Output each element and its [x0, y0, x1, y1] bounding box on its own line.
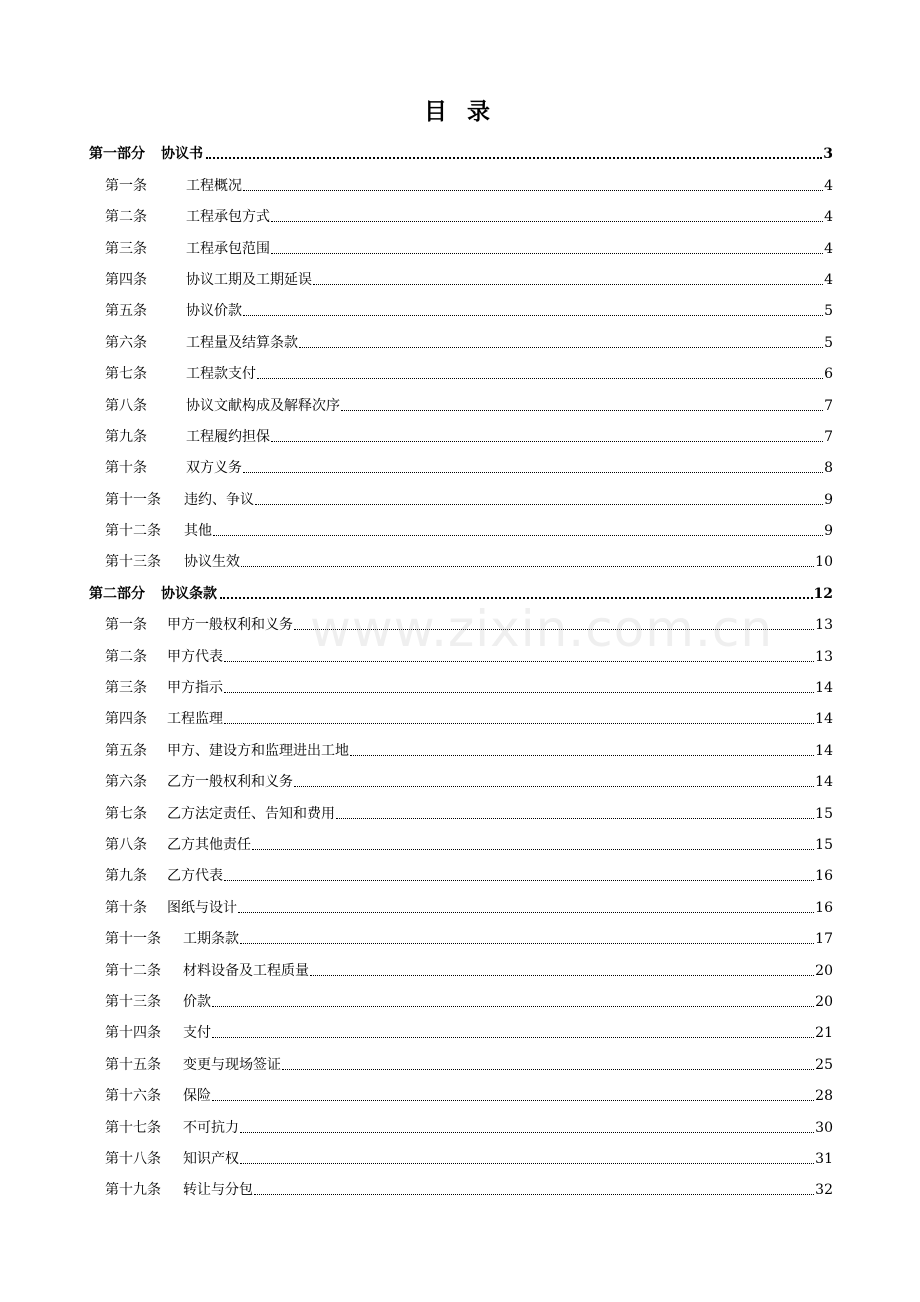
toc-entry[interactable] — [89, 477, 833, 508]
dot-leader — [310, 974, 814, 976]
toc-page-number: 17 — [815, 931, 833, 948]
toc-entry-label: 支付 — [183, 1025, 211, 1042]
toc-entry-label: 工程量及结算条款 — [186, 334, 298, 351]
dot-leader — [257, 377, 823, 379]
toc-page-number: 31 — [815, 1150, 833, 1167]
toc-entry-label: 工程承包范围 — [186, 240, 270, 257]
toc-page-number: 20 — [815, 962, 833, 979]
toc-entry[interactable] — [89, 446, 833, 477]
toc-page-number: 6 — [824, 366, 833, 383]
toc-entry-number: 第十一条 — [105, 491, 161, 508]
toc-entry[interactable] — [89, 728, 833, 759]
toc-entry-number: 第七条 — [105, 805, 147, 822]
toc-entry[interactable] — [89, 195, 833, 226]
dot-leader — [299, 346, 823, 348]
toc-page-number: 7 — [824, 397, 833, 414]
dot-leader — [241, 565, 814, 567]
dot-leader — [313, 283, 823, 285]
dot-leader — [294, 785, 814, 787]
toc-entry[interactable] — [89, 1105, 833, 1136]
toc-page-number: 13 — [815, 648, 833, 665]
toc-page-number: 3 — [823, 146, 833, 163]
toc-entry-number: 第一条 — [105, 617, 147, 634]
dot-leader — [336, 817, 814, 819]
toc-entry-label: 协议生效 — [184, 554, 240, 571]
toc-entry-number: 第六条 — [105, 334, 147, 351]
toc-entry-label: 其他 — [184, 523, 212, 540]
toc-entry-number: 第五条 — [105, 742, 147, 759]
toc-entry[interactable] — [89, 791, 833, 822]
toc-entry-label: 不可抗力 — [183, 1119, 239, 1136]
toc-entry-number: 第一部分 — [89, 146, 145, 163]
toc-entry-number: 第十八条 — [105, 1150, 161, 1167]
toc-page-number: 4 — [824, 209, 833, 226]
toc-page-number: 15 — [815, 805, 833, 822]
toc-entry-number: 第十七条 — [105, 1119, 161, 1136]
toc-entry[interactable] — [89, 1011, 833, 1042]
toc-entry-label: 工期条款 — [183, 931, 239, 948]
dot-leader — [212, 1036, 814, 1038]
toc-entry-number: 第七条 — [105, 366, 147, 383]
toc-entry[interactable] — [89, 415, 833, 446]
toc-entry[interactable] — [89, 163, 833, 194]
toc-page-number: 14 — [815, 774, 833, 791]
dot-leader — [243, 471, 823, 473]
toc-entry-label: 乙方一般权利和义务 — [167, 774, 293, 791]
toc-page-number: 4 — [824, 271, 833, 288]
toc-entry-number: 第九条 — [105, 428, 147, 445]
toc-entry-number: 第十二条 — [105, 962, 161, 979]
toc-entry-label: 保险 — [183, 1088, 211, 1105]
toc-entry-label: 图纸与设计 — [167, 899, 237, 916]
toc-page-number: 21 — [815, 1025, 833, 1042]
dot-leader — [224, 722, 814, 724]
toc-entry[interactable] — [89, 854, 833, 885]
dot-leader — [350, 754, 814, 756]
toc-page-number: 12 — [813, 585, 833, 602]
toc-entry[interactable] — [89, 383, 833, 414]
dot-leader — [240, 1162, 814, 1164]
dot-leader — [243, 314, 823, 316]
toc-entry-label: 甲方指示 — [167, 680, 223, 697]
toc-entry-label: 协议工期及工期延误 — [186, 271, 312, 288]
toc-page-number: 25 — [815, 1056, 833, 1073]
table-of-contents — [89, 132, 833, 1199]
toc-page-number: 5 — [824, 334, 833, 351]
toc-page-number: 8 — [824, 460, 833, 477]
dot-leader — [212, 1005, 814, 1007]
toc-entry-label: 乙方代表 — [167, 868, 223, 885]
toc-entry-number: 第十三条 — [105, 554, 161, 571]
toc-page-number: 32 — [815, 1182, 833, 1199]
toc-entry-number: 第三条 — [105, 240, 147, 257]
toc-page-number: 4 — [824, 177, 833, 194]
toc-entry[interactable] — [89, 885, 833, 916]
toc-entry-number: 第九条 — [105, 868, 147, 885]
toc-entry[interactable] — [89, 634, 833, 665]
toc-entry-number: 第五条 — [105, 303, 147, 320]
toc-entry[interactable] — [89, 320, 833, 351]
toc-entry-number: 第十二条 — [105, 523, 161, 540]
toc-entry-label: 协议价款 — [186, 303, 242, 320]
page-title: 目 录 — [423, 98, 496, 125]
dot-leader — [255, 503, 823, 505]
toc-entry-label: 知识产权 — [183, 1150, 239, 1167]
dot-leader — [240, 942, 814, 944]
toc-entry-number: 第二部分 — [89, 585, 145, 602]
toc-entry-number: 第十九条 — [105, 1182, 161, 1199]
toc-page-number: 16 — [815, 899, 833, 916]
toc-entry-number: 第三条 — [105, 680, 147, 697]
toc-entry-number: 第十一条 — [105, 931, 161, 948]
toc-entry[interactable] — [89, 1168, 833, 1199]
toc-entry[interactable] — [89, 509, 833, 540]
toc-entry[interactable] — [89, 980, 833, 1011]
dot-leader — [220, 596, 813, 599]
toc-page-number: 5 — [824, 303, 833, 320]
toc-entry-label: 工程承包方式 — [186, 209, 270, 226]
toc-entry-label: 工程款支付 — [186, 366, 256, 383]
toc-page-number: 14 — [815, 680, 833, 697]
dot-leader — [224, 879, 814, 881]
toc-part-heading[interactable] — [89, 132, 833, 163]
toc-entry-number: 第十三条 — [105, 993, 161, 1010]
toc-entry[interactable] — [89, 948, 833, 979]
toc-entry[interactable] — [89, 226, 833, 257]
dot-leader — [252, 848, 814, 850]
toc-entry-number: 第十六条 — [105, 1088, 161, 1105]
dot-leader — [224, 660, 814, 662]
toc-page-number: 15 — [815, 836, 833, 853]
toc-entry-number: 第十条 — [105, 460, 147, 477]
toc-entry-label: 甲方代表 — [167, 648, 223, 665]
toc-entry-label: 转让与分包 — [183, 1182, 253, 1199]
toc-page-number: 9 — [824, 491, 833, 508]
toc-entry[interactable] — [89, 917, 833, 948]
toc-entry[interactable] — [89, 697, 833, 728]
dot-leader — [294, 628, 814, 630]
toc-entry-number: 第四条 — [105, 271, 147, 288]
toc-page-number: 13 — [815, 617, 833, 634]
toc-entry[interactable] — [89, 823, 833, 854]
toc-page-number: 14 — [815, 711, 833, 728]
toc-entry[interactable] — [89, 540, 833, 571]
dot-leader — [282, 1068, 814, 1070]
toc-entry-number: 第八条 — [105, 397, 147, 414]
dot-leader — [271, 252, 823, 254]
toc-entry-label: 双方义务 — [186, 460, 242, 477]
toc-page-number: 10 — [815, 554, 833, 571]
toc-entry-label: 乙方法定责任、告知和费用 — [167, 805, 335, 822]
dot-leader — [254, 1193, 814, 1195]
toc-page-number: 7 — [824, 428, 833, 445]
toc-entry-label: 甲方一般权利和义务 — [167, 617, 293, 634]
toc-page-number: 20 — [815, 993, 833, 1010]
toc-entry[interactable] — [89, 1074, 833, 1105]
dot-leader — [341, 409, 823, 411]
watermark: www.zixin.com.cn — [310, 600, 774, 658]
toc-entry-number: 第十五条 — [105, 1056, 161, 1073]
toc-entry[interactable] — [89, 258, 833, 289]
toc-page-number: 30 — [815, 1119, 833, 1136]
toc-entry-label: 工程概况 — [186, 177, 242, 194]
toc-entry-number: 第十四条 — [105, 1025, 161, 1042]
toc-entry-label: 工程监理 — [167, 711, 223, 728]
toc-part-heading[interactable] — [89, 571, 833, 602]
toc-page-number: 9 — [824, 523, 833, 540]
toc-entry-number: 第二条 — [105, 648, 147, 665]
toc-entry-number: 第六条 — [105, 774, 147, 791]
toc-entry-number: 第十条 — [105, 899, 147, 916]
toc-entry-label: 工程履约担保 — [186, 428, 270, 445]
dot-leader — [206, 156, 822, 159]
toc-entry[interactable] — [89, 1042, 833, 1073]
toc-entry-label: 协议书 — [161, 146, 203, 163]
dot-leader — [240, 1131, 814, 1133]
toc-entry-label: 乙方其他责任 — [167, 836, 251, 853]
toc-entry-number: 第四条 — [105, 711, 147, 728]
toc-entry[interactable] — [89, 289, 833, 320]
toc-page-number: 16 — [815, 868, 833, 885]
toc-entry[interactable] — [89, 760, 833, 791]
toc-entry-label: 材料设备及工程质量 — [183, 962, 309, 979]
toc-entry[interactable] — [89, 352, 833, 383]
toc-entry[interactable] — [89, 603, 833, 634]
dot-leader — [271, 440, 823, 442]
toc-entry-label: 协议条款 — [161, 585, 217, 602]
dot-leader — [213, 534, 823, 536]
toc-entry-number: 第八条 — [105, 836, 147, 853]
dot-leader — [212, 1099, 814, 1101]
toc-entry-number: 第一条 — [105, 177, 147, 194]
toc-page-number: 14 — [815, 742, 833, 759]
toc-page-number: 4 — [824, 240, 833, 257]
toc-entry-label: 价款 — [183, 993, 211, 1010]
toc-entry-label: 协议文献构成及解释次序 — [186, 397, 340, 414]
dot-leader — [271, 220, 823, 222]
toc-entry-label: 变更与现场签证 — [183, 1056, 281, 1073]
dot-leader — [238, 911, 814, 913]
toc-entry-number: 第二条 — [105, 209, 147, 226]
toc-entry-label: 甲方、建设方和监理进出工地 — [167, 742, 349, 759]
toc-entry-label: 违约、争议 — [184, 491, 254, 508]
dot-leader — [224, 691, 814, 693]
toc-page-number: 28 — [815, 1088, 833, 1105]
dot-leader — [243, 189, 823, 191]
toc-entry[interactable] — [89, 1137, 833, 1168]
toc-entry[interactable] — [89, 666, 833, 697]
